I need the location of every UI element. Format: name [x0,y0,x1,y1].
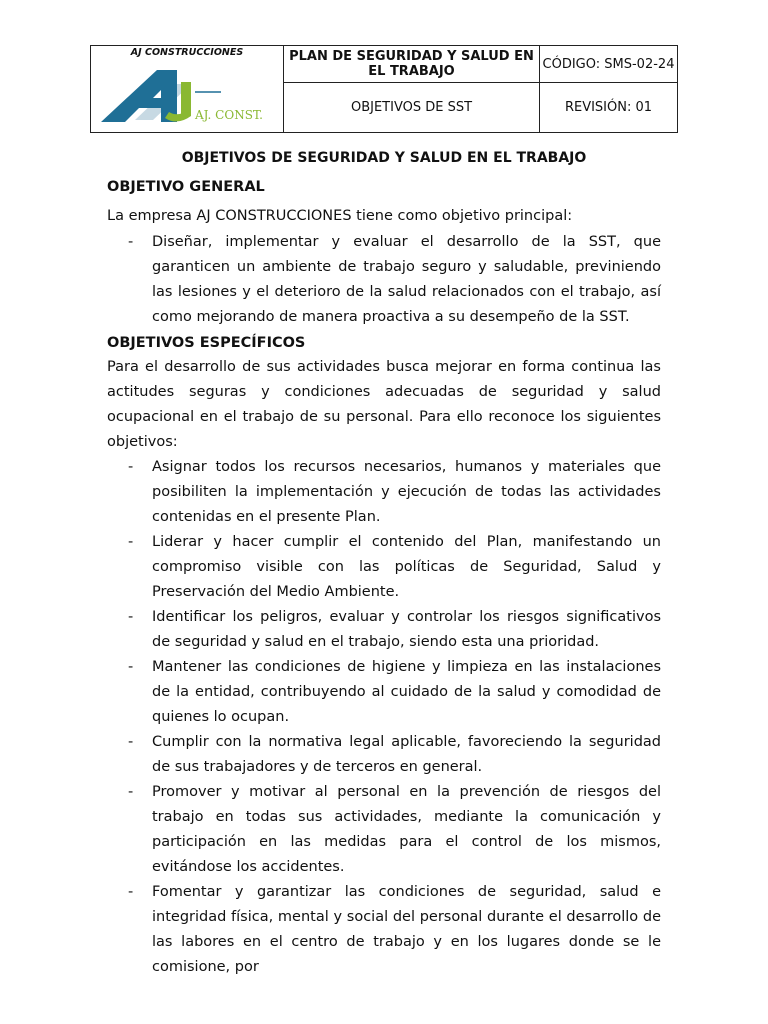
specific-objectives-intro: Para el desarrollo de sus actividades busca mejorar en forma continua las actitudes seguras y condiciones adecuadas de seguridad y salud ocupacional en el trabajo de su personal. Para ello reconoce los siguientes objetivos: [107,359,661,450]
bullet-dash: - [128,784,134,800]
bullet-dash: - [128,659,134,675]
document-header [90,45,678,133]
bullet-dash: - [128,234,134,250]
general-objective-heading: OBJETIVO GENERAL [107,179,265,195]
document-subtitle: OBJETIVOS DE SST [284,83,540,133]
list-item-text: Asignar todos los recursos necesarios, humanos y materiales que posibiliten la implementación y ejecución de todas las actividades contenidas en el presente Plan. [152,459,661,525]
logo-text: AJ. CONST. [195,108,263,122]
list-item [107,530,661,605]
document-body [107,148,661,980]
list-item-text: Mantener las condiciones de higiene y limpieza en las instalaciones de la entidad, contribuyendo al cuidado de la salud y comodidad de quienes lo ocupan. [152,659,661,725]
revision-number: REVISIÓN: 01 [540,83,678,133]
list-item-text: Promover y motivar al personal en la prevención de riesgos del trabajo en todas sus actividades, mediante la comunicación y participación en las medidas para el control de los mismos, evitándose los accidentes. [152,784,661,875]
plan-title: PLAN DE SEGURIDAD Y SALUD EN EL TRABAJO [284,46,540,83]
list-item [107,780,661,880]
list-item [107,730,661,780]
company-logo [99,68,277,128]
bullet-dash: - [128,884,134,900]
bullet-dash: - [128,609,134,625]
list-item-text: Liderar y hacer cumplir el contenido del Plan, manifestando un compromiso visible con las políticas de Seguridad, Salud y Preservación del Medio Ambiente. [152,534,661,600]
list-item [107,230,661,330]
list-item [107,605,661,655]
list-item-text: Identificar los peligros, evaluar y controlar los riesgos significativos de seguridad y salud en el trabajo, siendo esta una prioridad. [152,609,661,650]
specific-objectives-heading: OBJETIVOS ESPECÍFICOS [107,335,306,351]
page-title: OBJETIVOS DE SEGURIDAD Y SALUD EN EL TRABAJO [181,150,587,166]
list-item [107,455,661,530]
list-item [107,655,661,730]
general-objective-intro: La empresa AJ CONSTRUCCIONES tiene como objetivo principal: [107,208,573,224]
list-item-text: Cumplir con la normativa legal aplicable, favoreciendo la seguridad de sus trabajadores y de terceros en general. [152,734,661,775]
list-item [107,880,661,980]
specific-objectives-list [107,455,661,980]
bullet-dash: - [128,459,134,475]
list-item-text: Fomentar y garantizar las condiciones de seguridad, salud e integridad física, mental y social del personal durante el desarrollo de las labores en el centro de trabajo y en los lugares donde se le comisione, por [152,884,661,975]
document-code: CÓDIGO: SMS-02-24 [540,46,678,83]
bullet-dash: - [128,534,134,550]
general-objective-list [107,230,661,330]
company-name: AJ CONSTRUCCIONES [130,47,244,58]
list-item-text: Diseñar, implementar y evaluar el desarrollo de la SST, que garanticen un ambiente de trabajo seguro y saludable, previniendo las lesiones y el deterioro de la salud relacionados con el trabajo, así como mejorando de manera proactiva a su desempeño de la SST. [152,234,661,325]
logo-cell [91,46,284,133]
bullet-dash: - [128,734,134,750]
